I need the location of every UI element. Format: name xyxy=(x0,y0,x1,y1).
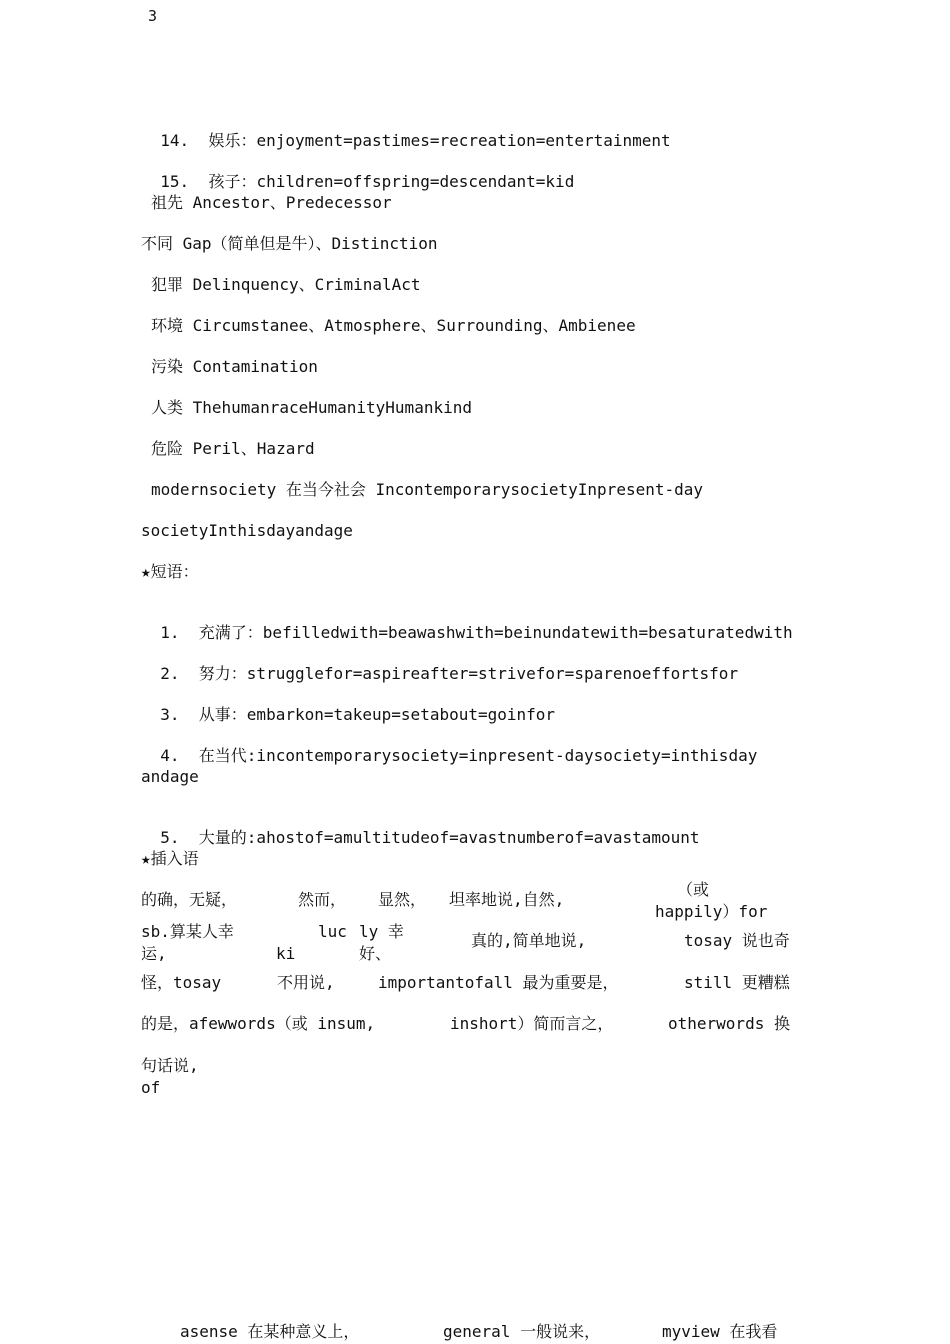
insert-text: happily）for xyxy=(655,902,768,921)
vocab-number: 14. xyxy=(160,131,190,150)
insert-text: myview 在我看 xyxy=(662,1322,778,1341)
insert-text: ly 幸 xyxy=(359,922,404,941)
insert-text: 显然， xyxy=(378,890,427,909)
insert-text: 真的,简单地说, xyxy=(471,931,587,950)
insert-text: 的是，afewwords（或 insum, xyxy=(141,1014,376,1033)
phrase-number: 3. xyxy=(160,705,180,724)
insert-text: general 一般说来， xyxy=(443,1322,601,1341)
vocab-text: 孩子：children=offspring=descendant=kid xyxy=(208,172,575,191)
phrase-item-4 xyxy=(141,726,757,766)
vocab-line: modernsociety 在当今社会 IncontemporarysocietyInpresent-day xyxy=(151,480,704,499)
vocab-line: 危险 Peril、Hazard xyxy=(151,439,315,458)
phrase-text: 大量的:ahostof=amultitudeof=avastnumberof=avastamount xyxy=(198,828,700,847)
insert-text: 的确，无疑， xyxy=(141,890,238,909)
phrase-item-5 xyxy=(141,808,700,848)
vocab-item-14 xyxy=(141,111,671,151)
vocab-line: 人类 ThehumanraceHumanityHumankind xyxy=(151,398,472,417)
vocab-line: 祖先 Ancestor、Predecessor xyxy=(151,193,392,212)
insert-text: 句话说, xyxy=(141,1056,199,1075)
insert-text: 运, xyxy=(141,944,167,963)
phrase-number: 4. xyxy=(160,746,180,765)
insert-text: still 更糟糕 xyxy=(684,973,790,992)
vocab-item-15 xyxy=(141,152,574,192)
insert-text: （或 xyxy=(677,880,710,899)
insert-text: 好、 xyxy=(359,944,392,963)
inserts-heading: ★插入语 xyxy=(141,849,199,868)
vocab-text: 娱乐：enjoyment=pastimes=recreation=entertainment xyxy=(208,131,671,150)
vocab-line: 环境 Circumstanee、Atmosphere、Surrounding、Ambienee xyxy=(151,316,636,335)
phrase-number: 1. xyxy=(160,623,180,642)
phrase-text: 努力：strugglefor=aspireafter=strivefor=sparenoeffortsfor xyxy=(198,664,739,683)
phrase-number: 2. xyxy=(160,664,180,683)
phrase-text: 从事：embarkon=takeup=setabout=goinfor xyxy=(198,705,556,724)
insert-text: asense 在某种意义上， xyxy=(180,1322,360,1341)
insert-text: ki xyxy=(276,944,296,963)
phrase-item-1 xyxy=(141,603,793,643)
phrase-text: 在当代:incontemporarysociety=inpresent-daysociety=inthisday xyxy=(198,746,758,765)
insert-text: tosay 说也奇 xyxy=(684,931,790,950)
insert-text: inshort）简而言之， xyxy=(450,1014,614,1033)
insert-text: otherwords 换 xyxy=(668,1014,790,1033)
vocab-line: societyInthisdayandage xyxy=(141,521,353,540)
phrase-item-3 xyxy=(141,685,555,725)
insert-text: of xyxy=(141,1078,161,1097)
insert-text: 然而， xyxy=(298,890,347,909)
page-number: 3 xyxy=(148,7,158,25)
insert-text: luc xyxy=(318,922,347,941)
phrase-text: 充满了：befilledwith=beawashwith=beinundatewith=besaturatedwith xyxy=(198,623,793,642)
vocab-line: 不同 Gap（简单但是牛）、Distinction xyxy=(141,234,438,253)
insert-text: 怪，tosay xyxy=(141,973,222,992)
vocab-line: 犯罪 Delinquency、CriminalAct xyxy=(151,275,421,294)
vocab-number: 15. xyxy=(160,172,190,191)
insert-text: importantofall 最为重要是， xyxy=(378,973,619,992)
phrases-heading: ★短语： xyxy=(141,562,199,581)
insert-text: 坦率地说,自然, xyxy=(449,890,565,909)
phrase-item-4-continued: andage xyxy=(141,767,199,786)
insert-text: 不用说, xyxy=(277,973,335,992)
phrase-number: 5. xyxy=(160,828,180,847)
phrase-item-2 xyxy=(141,644,738,684)
insert-text: sb.算某人幸 xyxy=(141,922,234,941)
vocab-line: 污染 Contamination xyxy=(151,357,318,376)
